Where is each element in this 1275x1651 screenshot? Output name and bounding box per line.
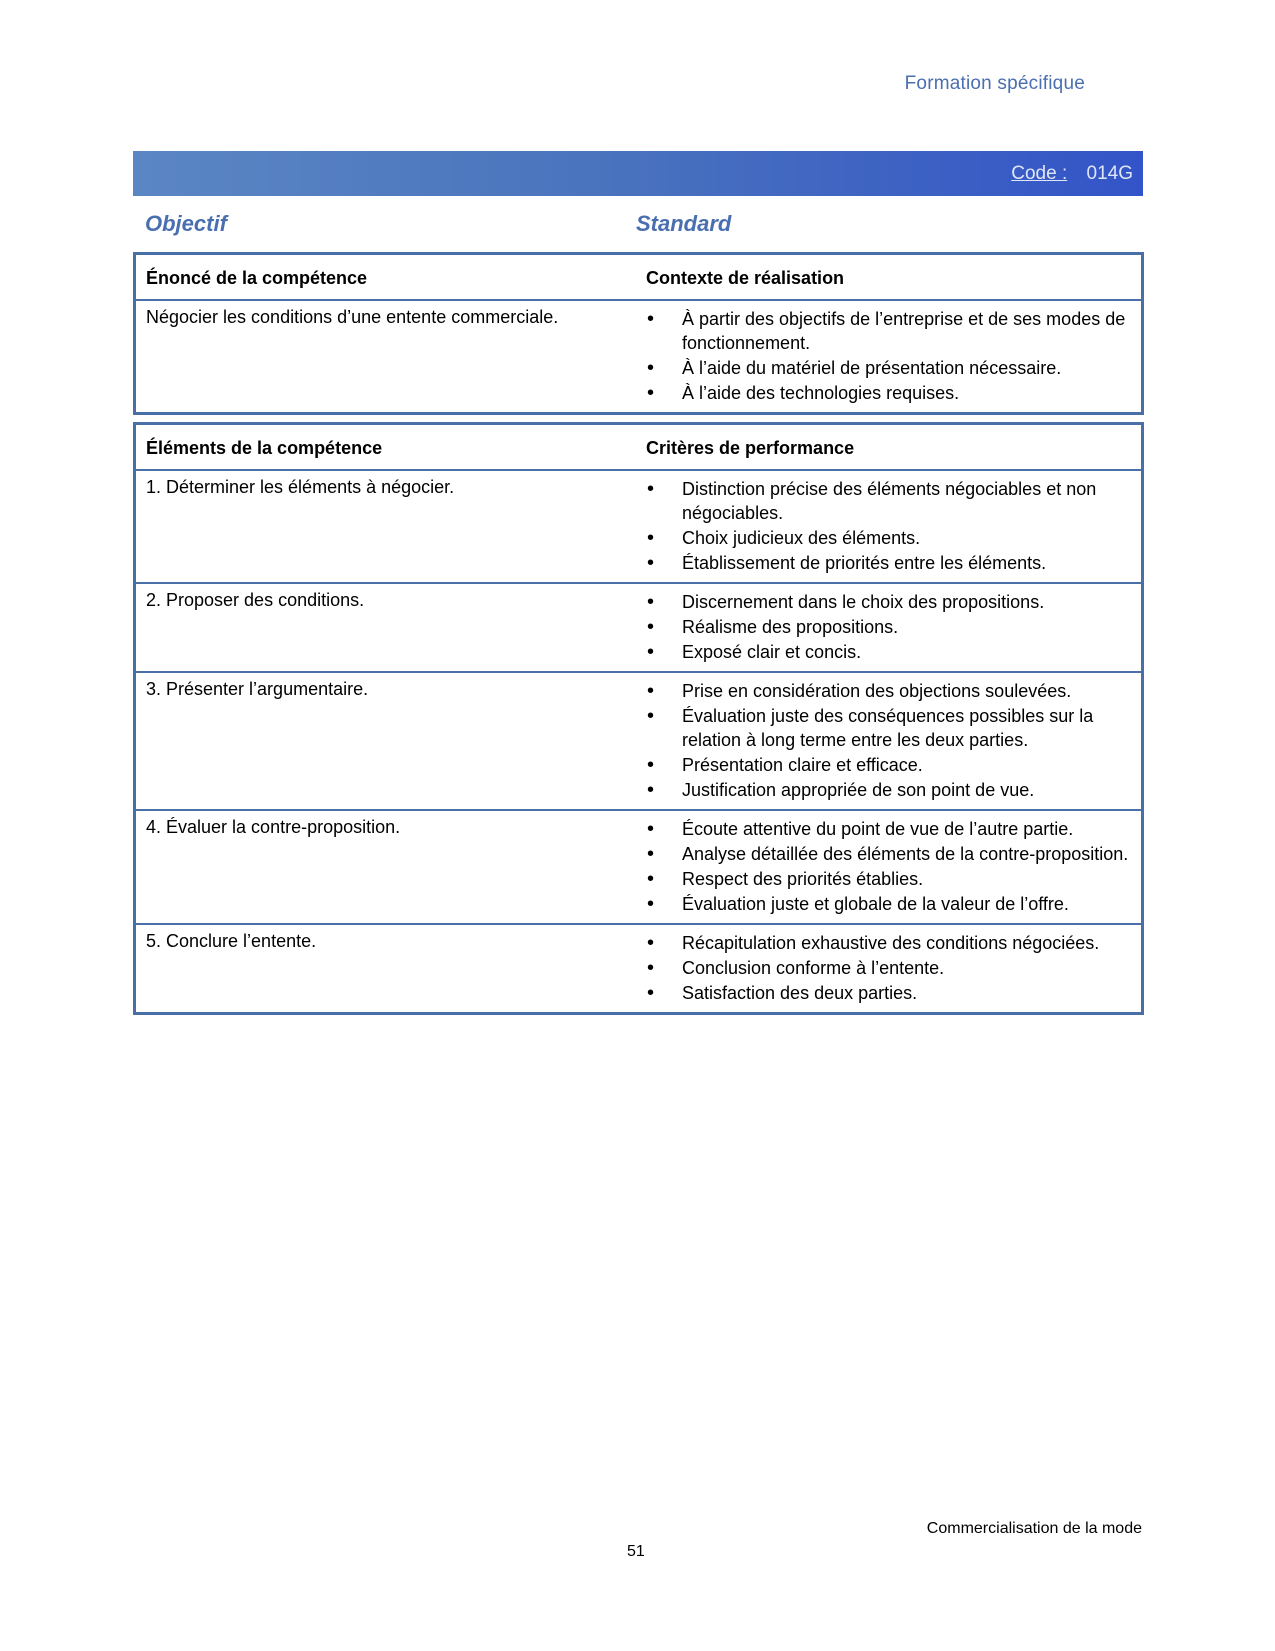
table-row xyxy=(135,470,1143,583)
element-label: 5. Conclure l’entente. xyxy=(146,931,317,951)
context-column-header: Contexte de réalisation xyxy=(636,254,1143,301)
element-label: 2. Proposer des conditions. xyxy=(135,583,637,672)
list-item: • Évaluation juste et globale de la valeur de l’offre. xyxy=(646,892,1131,916)
context-list xyxy=(646,307,1131,405)
list-item: • Exposé clair et concis. xyxy=(646,640,1131,664)
list-item: • Récapitulation exhaustive des conditions négociées. xyxy=(646,931,1131,955)
table-row xyxy=(135,300,1143,414)
criteria-list xyxy=(646,590,1131,664)
competence-statement-table xyxy=(133,252,1144,415)
list-item: • Discernement dans le choix des propositions. xyxy=(646,590,1131,614)
table-header-row xyxy=(135,254,1143,301)
table-header-row xyxy=(135,424,1143,471)
elements-column-header: Éléments de la compétence xyxy=(135,424,637,471)
criteria-list xyxy=(646,679,1131,802)
list-item: • Évaluation juste des conséquences possibles sur la relation à long terme entre les deux parties. xyxy=(646,704,1131,752)
competency-code xyxy=(1011,163,1133,185)
list-item: • Établissement de priorités entre les éléments. xyxy=(646,551,1131,575)
footer-program-name: Commercialisation de la mode xyxy=(926,1520,1142,1537)
list-item: • Écoute attentive du point de vue de l’autre partie. xyxy=(646,817,1131,841)
objective-heading: Objectif xyxy=(145,211,227,236)
code-value: 014G xyxy=(1086,163,1133,184)
page-number: 51 xyxy=(627,1543,645,1560)
table-row xyxy=(135,810,1143,924)
list-item: • Satisfaction des deux parties. xyxy=(646,981,1131,1005)
table-row xyxy=(135,672,1143,810)
list-item: • À partir des objectifs de l’entreprise et de ses modes de fonctionnement. xyxy=(646,307,1131,355)
code-label: Code : xyxy=(1011,163,1068,184)
list-item: • À l’aide du matériel de présentation nécessaire. xyxy=(646,356,1131,380)
standard-heading: Standard xyxy=(636,211,732,236)
criteria-list xyxy=(646,817,1131,916)
criteria-list xyxy=(646,477,1131,575)
list-item: • Conclusion conforme à l’entente. xyxy=(646,956,1131,980)
criteria-column-header: Critères de performance xyxy=(636,424,1143,471)
statement-column-header: Énoncé de la compétence xyxy=(135,254,637,301)
list-item: • À l’aide des technologies requises. xyxy=(646,381,1131,405)
list-item: • Réalisme des propositions. xyxy=(646,615,1131,639)
list-item: • Prise en considération des objections soulevées. xyxy=(646,679,1131,703)
list-item: • Présentation claire et efficace. xyxy=(646,753,1131,777)
table-row xyxy=(135,583,1143,672)
criteria-list xyxy=(646,931,1131,1005)
elements-criteria-table xyxy=(133,422,1144,1015)
list-item: • Choix judicieux des éléments. xyxy=(646,526,1131,550)
element-label: 4. Évaluer la contre-proposition. xyxy=(135,810,637,924)
code-banner xyxy=(133,151,1143,196)
list-item: • Analyse détaillée des éléments de la contre-proposition. xyxy=(646,842,1131,866)
document-header-title: Formation spécifique xyxy=(904,73,1085,94)
table-row xyxy=(135,924,1143,1014)
list-item: • Respect des priorités établies. xyxy=(646,867,1131,891)
list-item: • Distinction précise des éléments négociables et non négociables. xyxy=(646,477,1131,525)
list-item: • Justification appropriée de son point de vue. xyxy=(646,778,1131,802)
element-label: 1. Déterminer les éléments à négocier. xyxy=(135,470,637,583)
competence-statement: Négocier les conditions d’une entente commerciale. xyxy=(146,307,559,327)
element-label: 3. Présenter l’argumentaire. xyxy=(135,672,637,810)
